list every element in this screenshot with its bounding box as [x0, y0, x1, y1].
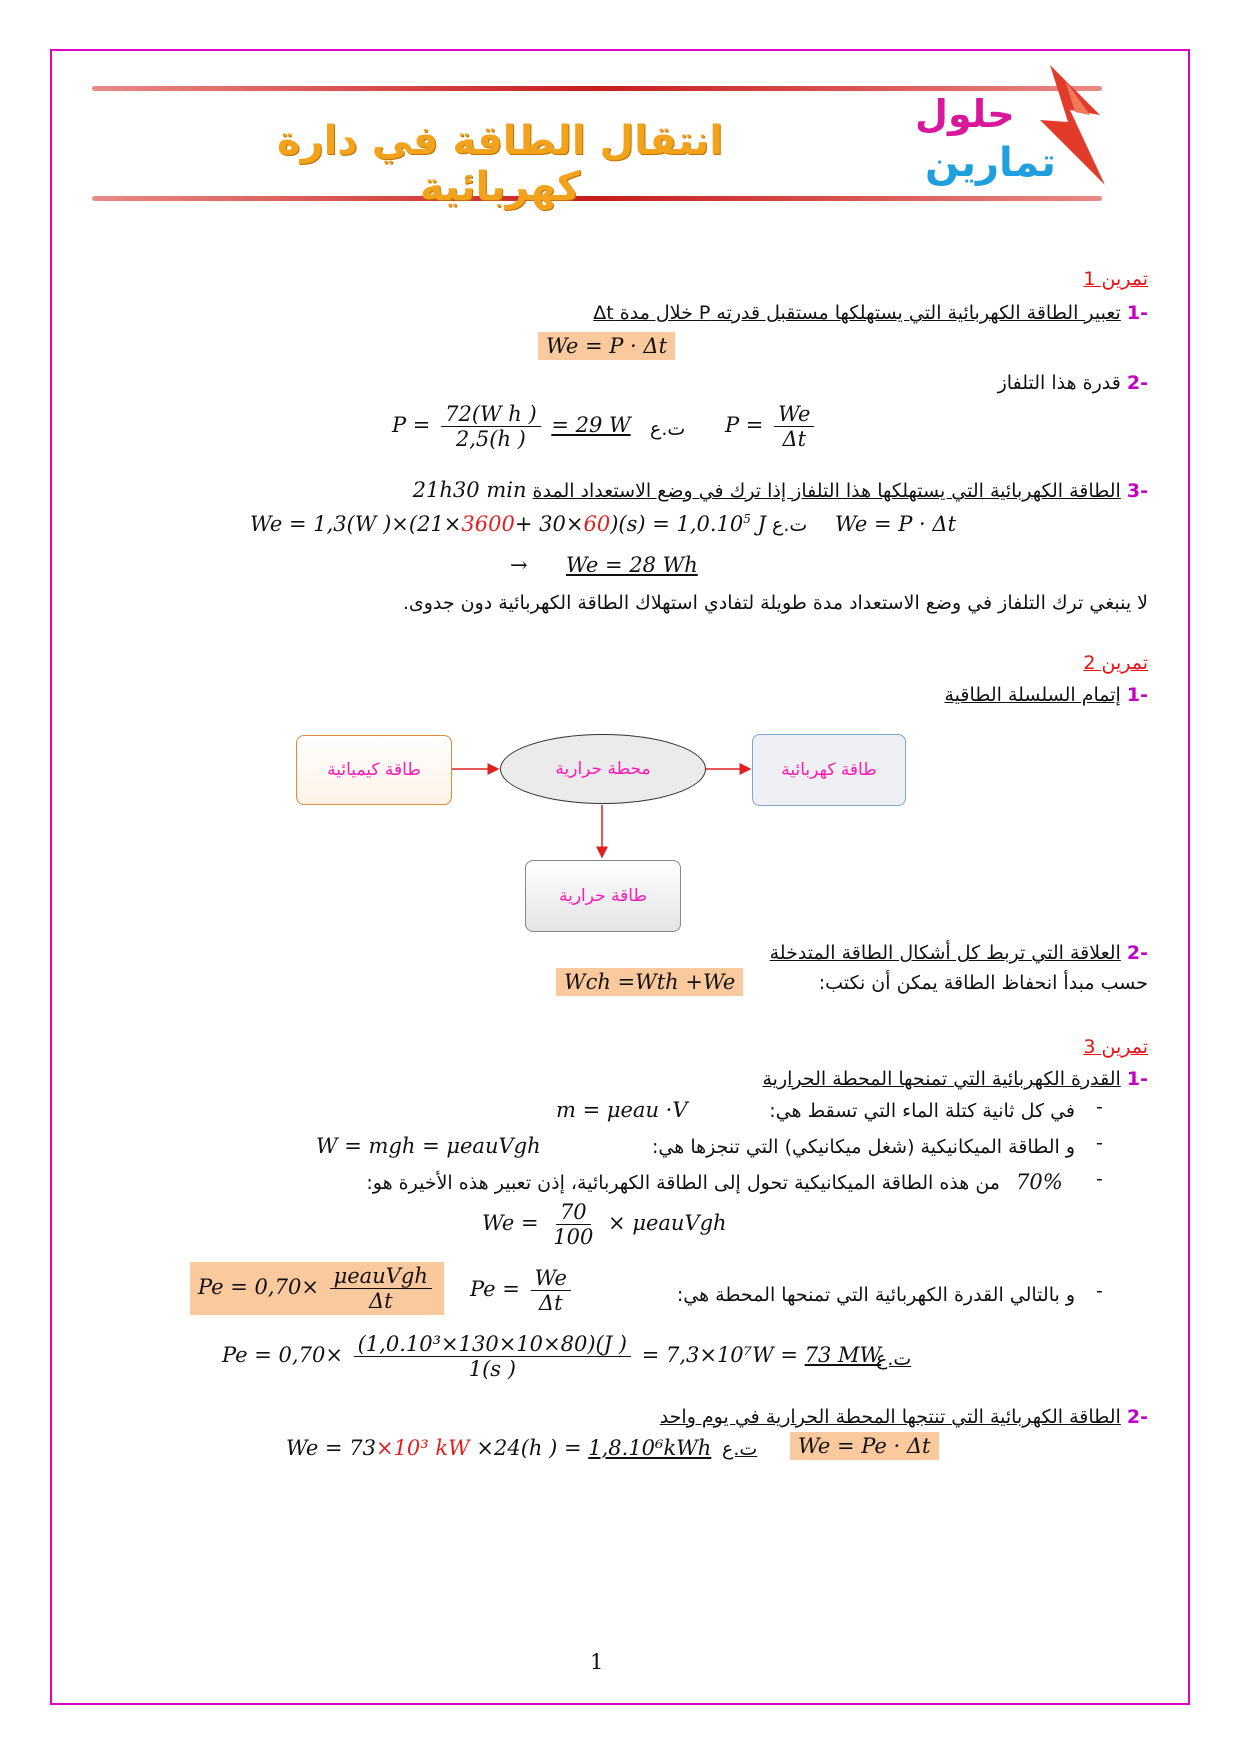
ex3-heading: تمرين 3	[1083, 1036, 1148, 1058]
ex3-bullet-3: -	[1096, 1168, 1103, 1190]
ex1-q2-calc: P = $\frac{\text{72(W h )}}{2,5(h )}$ = 29 W	[392, 402, 631, 452]
ex3-calc-te: ت.ع	[876, 1348, 912, 1370]
ex3-q1-number: -1	[1126, 1068, 1148, 1090]
ex1-q3-formula: We = P · Δt	[835, 512, 957, 536]
ex1-q1-number: -1	[1126, 302, 1148, 324]
ex1-q3-number: -3	[1126, 480, 1148, 502]
ex3-calc-result: 73 MW	[804, 1343, 882, 1368]
ex1-q2-formula	[725, 402, 818, 451]
ex3-pe-res-num: μeauVgh	[330, 1264, 432, 1289]
ex3-pe-def-lhs: Pe =	[470, 1277, 520, 1302]
ex1-q1-text: تعبير الطاقة الكهربائية التي يستهلكها مستقبل قدرته P خلال مدة Δt	[593, 302, 1121, 324]
ex3-q1	[762, 1068, 1148, 1090]
ex3-we-expression	[482, 1200, 727, 1249]
page-number: 1	[590, 1650, 604, 1674]
page-title: انتقال الطاقة في دارة كهربائية	[276, 118, 724, 210]
ex1-q3-calc	[250, 512, 766, 536]
ex3-q2-calc-result: 1,8.10⁶kWh	[588, 1436, 712, 1460]
ex1-q2-formula-lhs: P =	[725, 413, 764, 438]
ex3-pe-res-lhs: Pe = 0,70×	[198, 1275, 319, 1300]
ex2-q2-text: العلاقة التي تربط كل أشكال الطاقة المتدخلة	[769, 942, 1121, 964]
ex2-q2	[770, 942, 1148, 964]
ex3-q2-text: الطاقة الكهربائية التي تنتجها المحطة الحرارية في يوم واحد	[659, 1406, 1121, 1428]
ex3-q2-calc-red: ×10³ kW	[375, 1436, 470, 1460]
ex3-we-rhs: × μeauVgh	[608, 1211, 727, 1236]
ex1-q3-calc-c: )(s) = 1,0.10	[610, 512, 744, 536]
logo-text-bottom: تمارين	[925, 140, 1056, 186]
ex1-q3-result: We = 28 Wh	[566, 553, 698, 577]
ex2-q2-sub: حسب مبدأ انحفاظ الطاقة يمكن أن نكتب:	[818, 972, 1148, 994]
ex1-q2-calc-num: 72(W h )	[441, 402, 541, 427]
logo-text-top: حلول	[915, 92, 1015, 136]
ex1-q3-duration: 21h30 min	[412, 478, 527, 502]
ex3-bullet-2: -	[1096, 1132, 1103, 1154]
ex3-calc-lhs: Pe = 0,70×	[222, 1343, 343, 1368]
ex1-q2-calc-den: 2,5(h )	[455, 427, 526, 452]
ex1-q2-result: = 29 W	[551, 413, 631, 438]
ex1-q2-frac-num: We	[774, 402, 814, 427]
ex3-we-lhs: We =	[482, 1211, 539, 1236]
ex3-q2-calc-b: ×24(h ) =	[469, 1436, 582, 1460]
ex1-q2	[998, 372, 1148, 394]
ex3-q1-text: القدرة الكهربائية التي تمنحها المحطة الحرارية	[762, 1068, 1121, 1090]
ex3-q2-te: ت.ع	[722, 1438, 758, 1460]
diagram-thermal-energy: طاقة حرارية	[525, 860, 681, 932]
ex3-pe-result	[190, 1262, 444, 1315]
diagram-thermal-plant: محطة حرارية	[500, 734, 706, 804]
ex1-q3-calc-red1: 3600	[461, 512, 515, 536]
ex3-pe-def-den: Δt	[538, 1291, 563, 1316]
ex3-q2-calc-a: We = 73	[286, 1436, 376, 1460]
ex3-q2-formula: We = Pe · Δt	[790, 1432, 939, 1460]
ex1-conclusion: لا ينبغي ترك التلفاز في وضع الاستعداد مدة طويلة لتفادي استهلاك الطاقة الكهربائية دون جدوى.	[402, 592, 1148, 614]
ex3-calc	[222, 1332, 881, 1381]
ex3-b3-percent: 70%	[1016, 1170, 1063, 1194]
ex1-q3-arrow: →	[510, 553, 528, 577]
ex3-b1-text: في كل ثانية كتلة الماء التي تسقط هي:	[769, 1100, 1075, 1122]
ex3-we-num: 70	[556, 1200, 591, 1225]
ex1-q2-text: قدرة هذا التلفاز	[997, 372, 1121, 394]
ex3-b2-text: و الطاقة الميكانيكية (شغل ميكانيكي) التي تنجزها هي:	[652, 1136, 1075, 1158]
ex3-b4-text: و بالتالي القدرة الكهربائية التي تمنحها المحطة هي:	[676, 1284, 1075, 1306]
ex1-q3	[148, 478, 1148, 502]
ex1-heading: تمرين 1	[1083, 268, 1148, 290]
ex1-q1-formula: We = P · Δt	[538, 332, 675, 360]
ex2-q1	[944, 684, 1148, 706]
ex3-q2-calc	[286, 1436, 711, 1460]
ex1-q2-number: -2	[1126, 372, 1148, 394]
ex3-pe-res-den: Δt	[368, 1289, 393, 1314]
ex3-q2-number: -2	[1126, 1406, 1148, 1428]
ex2-q1-text: إتمام السلسلة الطاقية	[944, 684, 1121, 706]
ex1-q3-calc-unit: J	[750, 512, 767, 536]
ex3-pe-def-num: We	[531, 1266, 571, 1291]
ex2-q2-number: -2	[1126, 942, 1148, 964]
header-line-top	[92, 86, 1102, 91]
ex2-q2-formula: Wch =Wth +We	[556, 968, 743, 996]
ex3-calc-den: 1(s )	[468, 1357, 516, 1382]
ex2-q1-number: -1	[1126, 684, 1148, 706]
ex1-q3-calc-b: + 30×	[514, 512, 584, 536]
diagram-electric-energy: طاقة كهربائية	[752, 734, 906, 806]
diagram-chemical-energy: طاقة كيميائية	[296, 735, 452, 805]
ex3-bullet-4: -	[1096, 1280, 1103, 1302]
ex1-q3-text: الطاقة الكهربائية التي يستهلكها هذا التلفاز إذا ترك في وضع الاستعداد المدة	[532, 480, 1121, 502]
ex1-q3-calc-exp: 5	[743, 512, 751, 526]
ex3-we-den: 100	[553, 1225, 594, 1250]
ex1-q3-calc-a: We = 1,3(W )×(21×	[250, 512, 462, 536]
ex3-b1-formula: m = μeau ·V	[556, 1098, 688, 1122]
ex3-b3-text: من هذه الطاقة الميكانيكية تحول إلى الطاقة الكهربائية، إذن تعبير هذه الأخيرة هو:	[366, 1172, 1000, 1194]
ex3-calc-num: (1,0.10³×130×10×80)(J )	[354, 1332, 631, 1357]
ex1-q1	[148, 302, 1148, 324]
ex3-bullet-1: -	[1096, 1096, 1103, 1118]
ex3-b2-formula: W = mgh = μeauVgh	[316, 1134, 541, 1158]
ex3-calc-rhs: = 7,3×10⁷W =	[641, 1343, 798, 1368]
ex3-q2	[148, 1406, 1148, 1428]
ex3-pe-def	[470, 1266, 575, 1315]
ex1-q2-frac-den: Δt	[782, 427, 807, 452]
ex1-q3-te: ت.ع	[772, 514, 808, 536]
ex1-q3-calc-red2: 60	[583, 512, 611, 536]
ex1-q2-te: ت.ع	[650, 418, 686, 440]
ex2-heading: تمرين 2	[1083, 652, 1148, 674]
